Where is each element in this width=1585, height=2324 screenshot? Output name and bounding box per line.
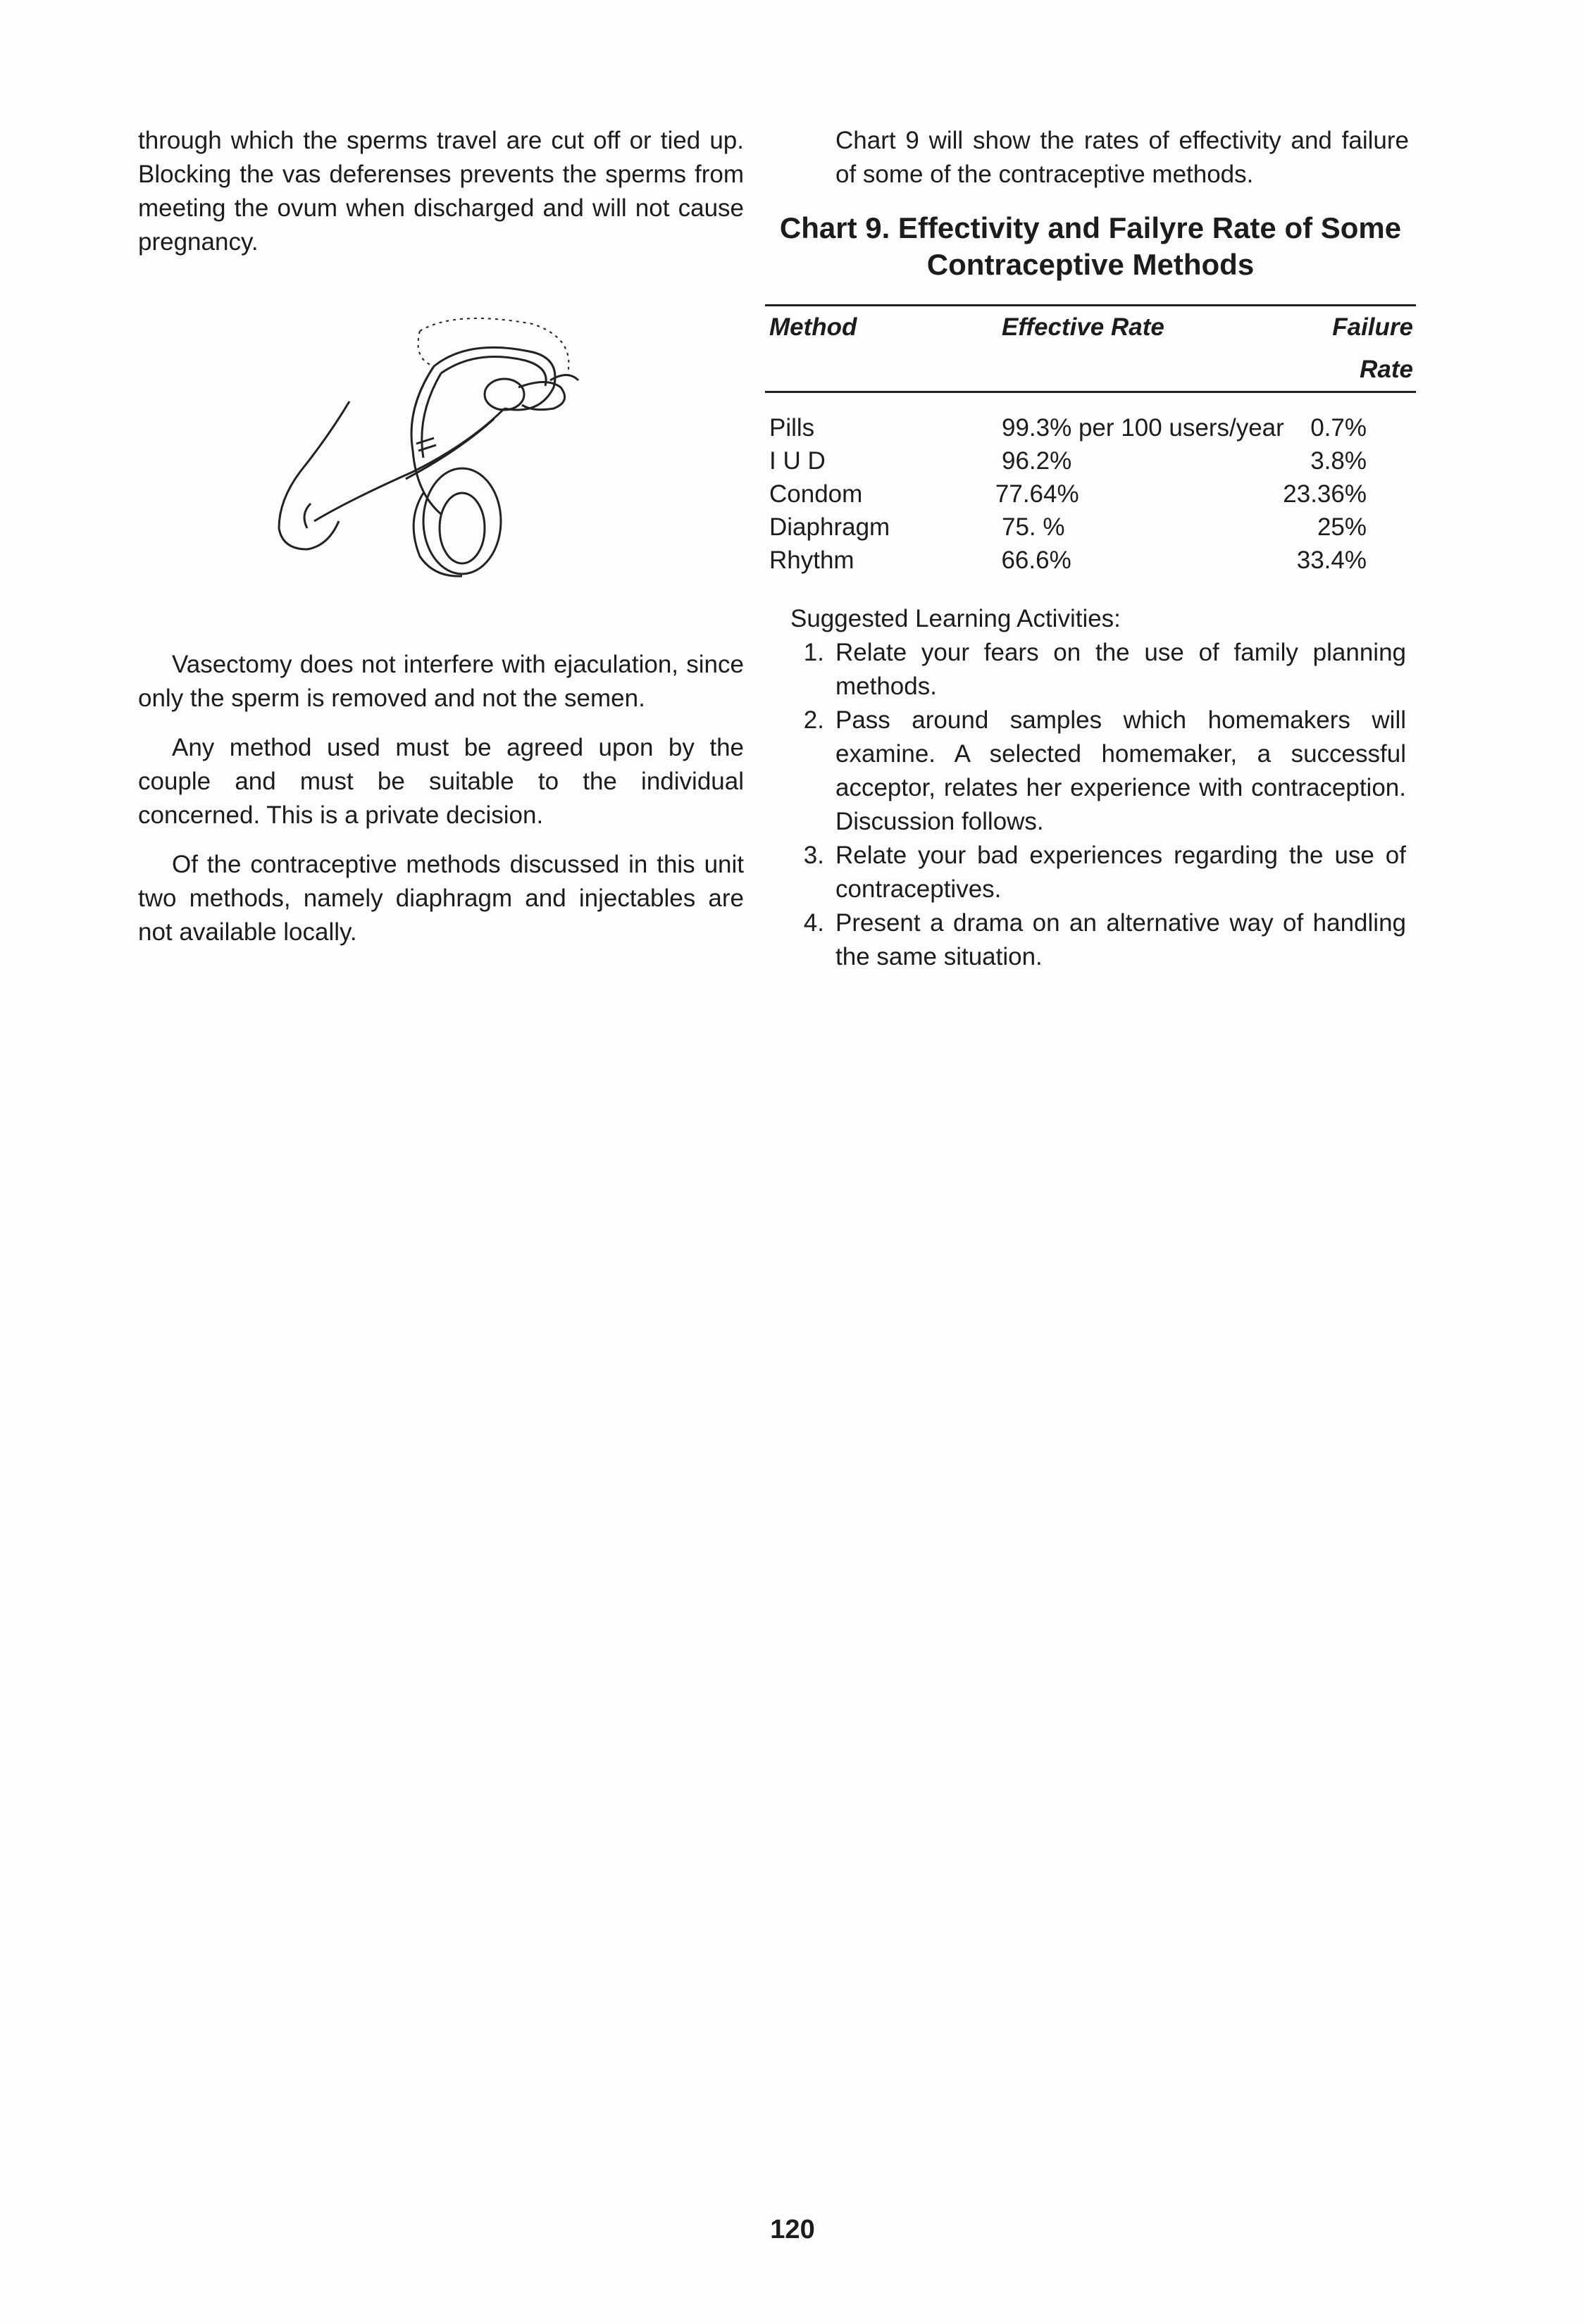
list-item-number: 1. (803, 639, 824, 666)
paragraph-vas-deferens: through which the sperms travel are cut off or tied up. Blocking the vas deferenses prevents the sperms from meeting the ovum when discharged and will not cause pregnancy. (138, 127, 744, 256)
header-failure-rate: Failure Rate (1332, 313, 1413, 383)
chart-title (765, 210, 1416, 283)
list-item-text: Relate your bad experiences regarding the use of contraceptives. (835, 842, 1406, 903)
chart-intro: Chart 9 will show the rates of effectivity and failure of some of the contraceptive methods. (835, 127, 1409, 188)
table-row (765, 411, 1416, 444)
cell-failure: 23.36% (1283, 480, 1367, 508)
header-method: Method (769, 313, 857, 341)
list-item (765, 839, 1416, 906)
cell-failure: 25% (1317, 513, 1367, 541)
cell-failure: 0.7% (1310, 414, 1367, 442)
learning-activities (765, 602, 1416, 974)
list-item-number: 3. (803, 842, 824, 869)
table-row (765, 444, 1416, 477)
cell-effective: 66.6% (1001, 546, 1071, 574)
cell-effective: 96.2% (1002, 447, 1072, 475)
paragraph-availability: Of the contraceptive methods discussed in this unit two methods, namely diaphragm and injectables are not available locally. (138, 851, 744, 946)
cell-method: Diaphragm (769, 513, 890, 541)
left-column-top (138, 124, 744, 259)
table-row (765, 511, 1416, 544)
chart-title-line-1: Chart 9. Effectivity and Failyre Rate of Some (779, 211, 1402, 244)
table-row (765, 477, 1416, 511)
cell-method: Pills (769, 414, 815, 442)
cell-method: I U D (769, 447, 826, 475)
page-number: 120 (770, 2215, 815, 2244)
paragraph-agreement: Any method used must be agreed upon by the couple and must be suitable to the individual concerned. This is a private decision. (138, 734, 744, 829)
list-item-text: Pass around samples which homemakers will examine. A selected homemaker, a successful acceptor, relates her experience with contraception. Discussion follows. (835, 706, 1406, 835)
cell-method: Condom (769, 480, 863, 508)
list-item-number: 2. (803, 706, 824, 734)
cell-effective: 99.3% per 100 users/year (1002, 414, 1284, 442)
activities-title: Suggested Learning Activities: (790, 605, 1121, 632)
header-effective-rate: Effective Rate (1002, 313, 1164, 341)
cell-method: Rhythm (769, 546, 854, 574)
list-item-text: Present a drama on an alternative way of handling the same situation. (835, 909, 1406, 970)
list-item-text: Relate your fears on the use of family planning methods. (835, 639, 1406, 700)
left-column-lower (138, 648, 744, 965)
list-item (765, 704, 1416, 839)
chart-title-line-2: Contraceptive Methods (926, 248, 1255, 281)
table-body (765, 411, 1416, 577)
list-item-number: 4. (803, 909, 824, 937)
vasectomy-illustration (138, 310, 645, 592)
cell-failure: 3.8% (1310, 447, 1367, 475)
right-column (765, 124, 1416, 974)
paragraph-ejaculation: Vasectomy does not interfere with ejaculation, since only the sperm is removed and not the semen. (138, 651, 744, 712)
table-row (765, 544, 1416, 577)
cell-effective: 75. % (1002, 513, 1065, 541)
list-item (765, 636, 1416, 704)
cell-failure: 33.4% (1296, 546, 1367, 574)
list-item (765, 906, 1416, 974)
table-header (765, 306, 1416, 393)
cell-effective: 77.64% (995, 480, 1079, 508)
